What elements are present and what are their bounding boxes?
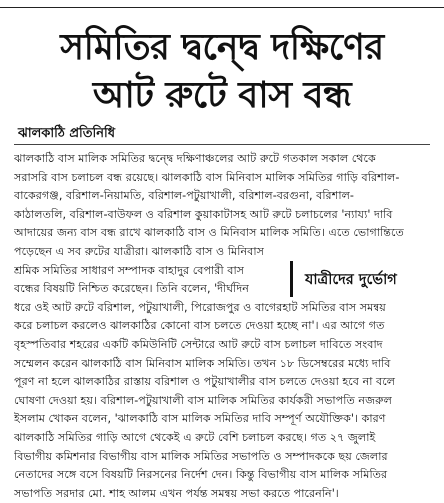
body-line: ঝালকাঠি সমিতির গাড়ি আগে থেকেই এ রুটে বেশি চলাচল করছে। গত ২৭ জুলাই <box>14 430 376 444</box>
body-line: সম্মেলন করেন ঝালকাঠি বাস মিনিবাস মালিক সমিতি। তখন ১৮ ডিসেম্বরের মধ্যে দাবি <box>14 356 391 370</box>
body-line: বন্ধের বিষয়টি নিশ্চিত করেছেন। তিনি বলেন, 'দীর্ঘদিন <box>14 282 249 296</box>
headline-line-2: আট রুটে বাস বন্ধ <box>92 75 352 116</box>
body-line: সভাপতি সরদার মো. শাহ আলম এখন পর্যন্ত সমন্বয় সভা করতে পারেননি'। <box>14 486 339 500</box>
body-line: নেতাদের সঙ্গে বসে বিষয়টি নিরসনের নির্দেশ দেন। কিন্তু বিভাগীয় বাস মালিক সমিতির <box>14 468 388 482</box>
body-line: ঝালকাঠি বাস মালিক সমিতির দ্বন্দ্বে দক্ষিণাঞ্চলের আট রুটে গতকাল সকাল থেকে <box>14 152 376 165</box>
headline <box>0 24 444 120</box>
body-line: ধরে ওই আট রুটে বরিশাল, পটুয়াখালী, পিরোজপুর ও বাগেরহাট সমিতির বাস সমন্বয় <box>14 300 386 314</box>
body-line: করে চলাচল করলেও ঝালকাঠির কোনো বাস চলতে দেওয়া হচ্ছে না'। এর আগে গত <box>14 319 385 333</box>
body-line: শ্রমিক সমিতির সাধারণ সম্পাদক বাহাদুর বেপারী বাস <box>14 263 245 277</box>
body-line: পূরণ না হলে ঝালকাঠির রাস্তায় বরিশাল ও পটুয়াখালীর বাস চলতে দেওয়া হবে না বলে <box>14 375 396 389</box>
page-header-strip <box>0 0 444 10</box>
pull-quote-text: যাত্রীদের দুর্ভোগ <box>305 272 397 288</box>
body-line: বিভাগীয় কমিশনার বিভাগীয় বাস মালিক সমিতির সভাপতি ও সম্পাদককে ছয় জেলার <box>14 449 388 463</box>
byline: ঝালকাঠি প্রতিনিধি <box>18 126 116 141</box>
header-rule <box>0 7 444 8</box>
body-line: বৃহস্পতিবার শহরের একটি কমিউনিটি সেন্টারে আট রুটে বাস চলাচল দাবিতে সংবাদ <box>14 337 383 351</box>
pull-quote-box <box>290 261 444 297</box>
body-line: আদায়ের জন্য বাস বন্ধ রাখে ঝালকাঠি বাস ও মিনিবাস মালিক সমিতি। এতে ভোগান্তিতে <box>14 226 404 240</box>
body-line: সরাসরি বাস চলাচল বন্ধ রয়েছে। ঝালকাঠি বাস মিনিবাস মালিক সমিতির গাড়ি বরিশাল- <box>14 170 400 184</box>
byline-divider <box>14 144 430 145</box>
body-line: ঘোষণা দেওয়া হয়। বরিশাল-পটুয়াখালী বাস মালিক সমিতির কার্যকরী সভাপতি নজরুল <box>14 393 392 407</box>
body-line: পড়েছেন এ সব রুটের যাত্রীরা। ঝালকাঠি বাস ও মিনিবাস <box>14 244 264 258</box>
body-line: কাঠালতলি, বরিশাল-বাউফল ও বরিশাল কুয়াকাটাসহ আট রুটে চলাচলের 'ন্যায্য' দাবি <box>14 207 393 221</box>
article-body <box>14 150 432 503</box>
headline-line-1: সমিতির দ্বন্দ্বে দক্ষিণের <box>60 27 384 68</box>
body-line: ইসলাম খোকন বলেন, 'ঝালকাঠি বাস মালিক সমিতির দাবি সম্পূর্ণ অযৌক্তিক'। কারণ <box>14 412 386 426</box>
body-line: বাকেরগঞ্জ, বরিশাল-নিয়ামতি, বরিশাল-পটুয়াখালী, বরিশাল-বরগুনা, বরিশাল- <box>14 189 354 203</box>
